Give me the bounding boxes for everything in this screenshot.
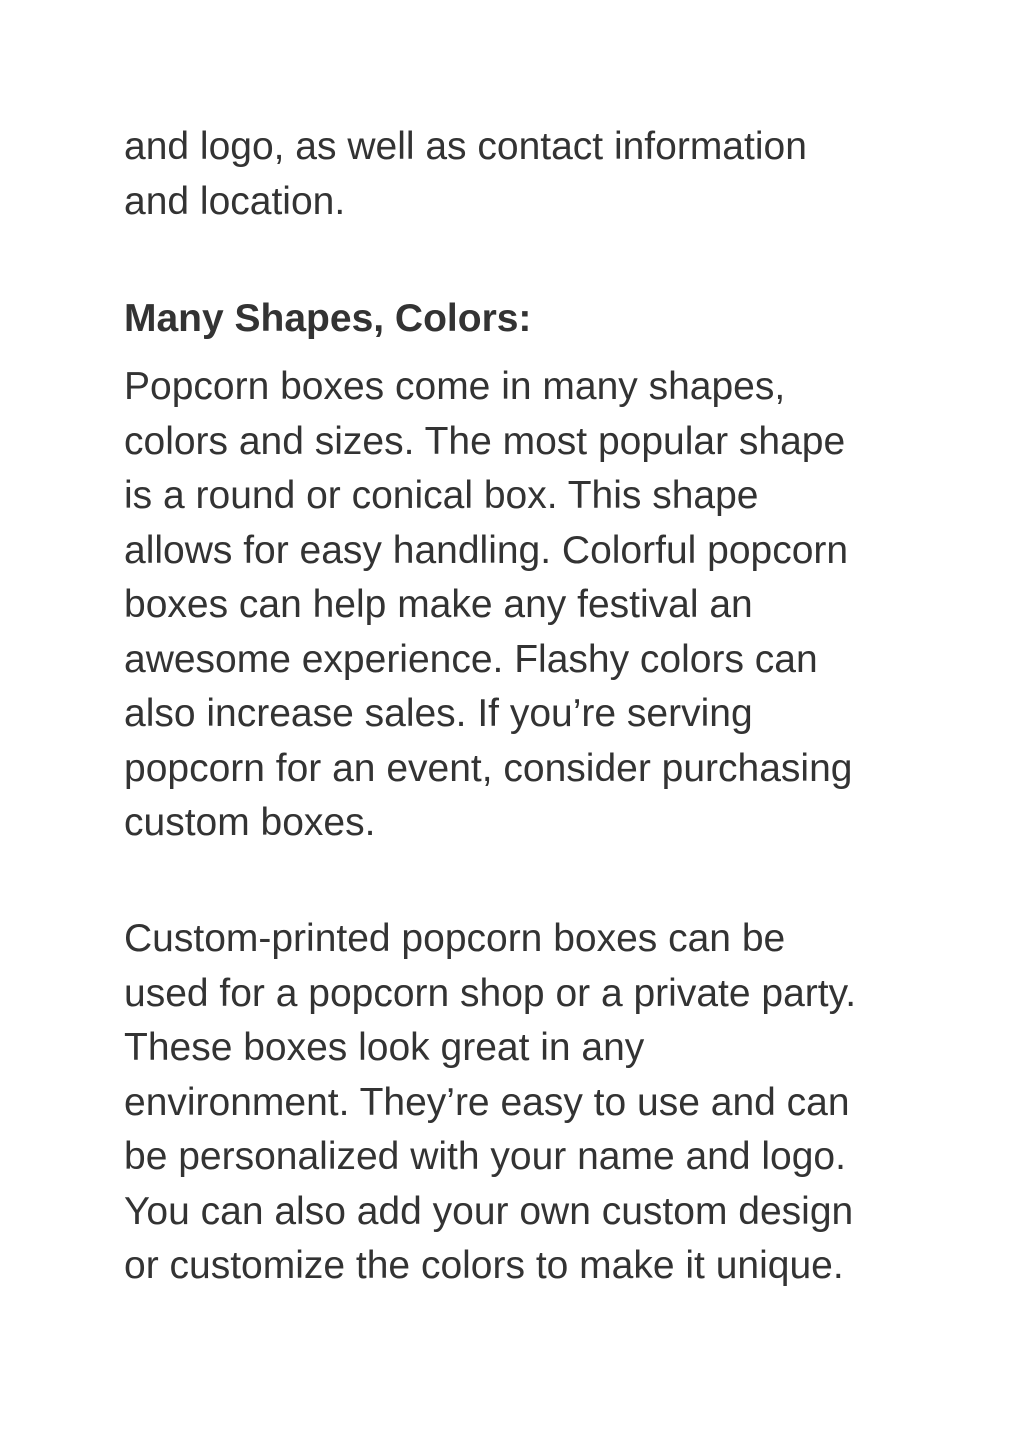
text-line: used for a popcorn shop or a private party. xyxy=(124,971,857,1015)
text-line: popcorn for an event, consider purchasing xyxy=(124,746,853,790)
text-line: colors and sizes. The most popular shape xyxy=(124,419,846,463)
section-heading: Many Shapes, Colors: xyxy=(124,297,532,340)
text-line: You can also add your own custom design xyxy=(124,1189,854,1233)
text-line: environment. They’re easy to use and can xyxy=(124,1080,850,1124)
text-line: is a round or conical box. This shape xyxy=(124,474,759,517)
text-line: boxes can help make any festival an xyxy=(124,583,753,626)
text-line: allows for easy handling. Colorful popcorn xyxy=(124,528,849,572)
text-line: Popcorn boxes come in many shapes, xyxy=(124,365,786,408)
text-line: and location. xyxy=(124,179,346,223)
intro-paragraph xyxy=(124,120,914,229)
text-line: be personalized with your name and logo. xyxy=(124,1135,846,1178)
text-line: also increase sales. If you’re serving xyxy=(124,692,753,735)
body-paragraph-2 xyxy=(124,912,856,1294)
document-page xyxy=(124,120,914,1287)
text-line: These boxes look great in any xyxy=(124,1026,645,1069)
body-paragraph-1 xyxy=(124,360,852,851)
text-line: custom boxes. xyxy=(124,801,376,844)
text-line: or customize the colors to make it unique. xyxy=(124,1244,844,1287)
text-line: awesome experience. Flashy colors can xyxy=(124,637,818,681)
text-line: and logo, as well as contact information xyxy=(124,125,807,168)
text-line: Custom-printed popcorn boxes can be xyxy=(124,917,786,960)
